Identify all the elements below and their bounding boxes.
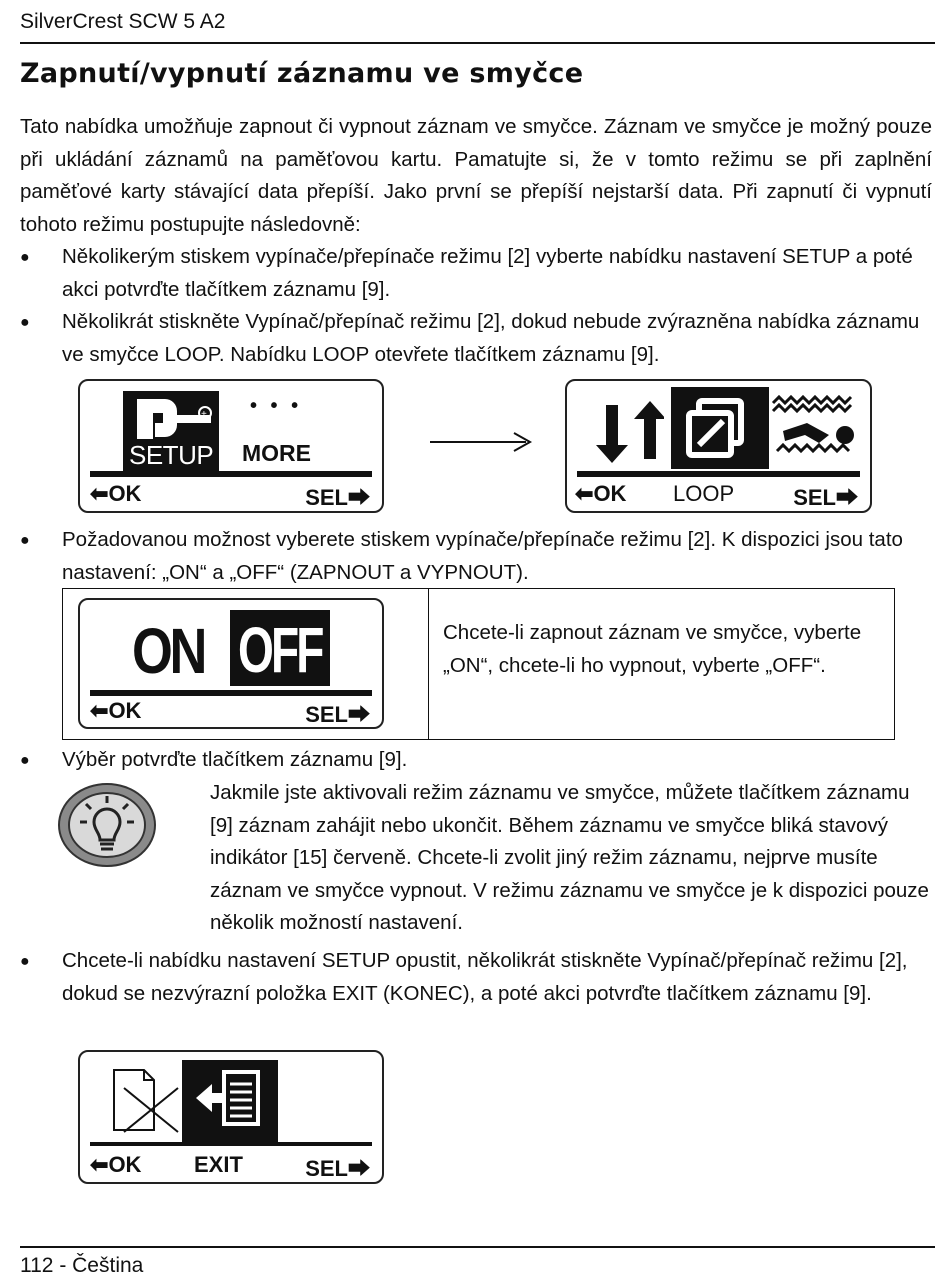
- setup-screen: [78, 379, 384, 513]
- bullet-text: Chcete-li nabídku nastavení SETUP opustit, několikrát stiskněte Vypínač/přepínač režimu [2], dokud se nezvýrazní položka EXIT (KONEC), a poté akci potvrďte tlačítkem záznamu [9].: [62, 949, 908, 1005]
- more-label: MORE: [242, 440, 311, 466]
- footer-rule: [20, 1246, 935, 1248]
- right-arrow-icon: ⮕: [347, 485, 370, 510]
- bullet-text: Výběr potvrďte tlačítkem záznamu [9].: [62, 748, 408, 771]
- left-arrow-icon: ⬅: [90, 698, 109, 723]
- loop-highlight: [671, 387, 769, 469]
- intro-paragraph: Tato nabídka umožňuje zapnout či vypnout záznam ve smyčce. Záznam ve smyčce je možný pouze při ukládání záznamů na paměťovou kartu. Pamatujte si, že v tomto režimu se při zaplnění paměťové karty stávající data přepíší. Jako první se přepíší nejstarší data. Při zapnutí či vypnutí tohoto režimu postupujte následovně:: [20, 115, 932, 236]
- sel-indicator: [305, 1152, 370, 1183]
- sel-indicator: [305, 698, 370, 729]
- setup-highlight: [123, 391, 219, 471]
- ok-label: OK: [593, 481, 627, 506]
- left-arrow-icon: ⬅: [90, 1152, 109, 1177]
- setup-label: SETUP: [129, 440, 214, 470]
- ok-indicator: [90, 698, 141, 724]
- up-down-arrows-icon: [592, 395, 664, 465]
- onoff-table: [62, 588, 895, 740]
- onoff-screen: [78, 598, 384, 729]
- off-label: OFF: [238, 614, 322, 686]
- table-divider: [428, 589, 429, 739]
- tip-text: Jakmile jste aktivovali režim záznamu ve smyčce, můžete tlačítkem záznamu [9] záznam zahájit nebo ukončit. Během záznamu ve smyčce bliká stavový indikátor [15] červeně. Chcete-li zvolit jiný režim záznamu, nejprve musíte záznam ve smyčce vypnout. V režimu záznamu ve smyčce je k dispozici pouze několik možností nastavení.: [210, 781, 929, 934]
- loop-screen: [565, 379, 872, 513]
- loop-icon: [671, 387, 769, 469]
- bullet-item: ● Několikrát stiskněte Vypínač/přepínač režimu [2], dokud nebude zvýrazněna nabídka záznamu ve smyčce LOOP. Nabídku LOOP otevřete tlačítkem záznamu [9].: [20, 306, 935, 371]
- key-icon: [123, 391, 219, 443]
- section-heading: Zapnutí/vypnutí záznamu ve smyčce: [20, 58, 584, 89]
- ok-indicator: [90, 481, 141, 507]
- ok-label: OK: [108, 481, 142, 506]
- lcd-progress-bar: [90, 471, 372, 477]
- lcd-progress-bar: [577, 471, 860, 477]
- ok-indicator: [575, 481, 626, 507]
- sel-indicator: [305, 481, 370, 512]
- bullet-item: ● Výběr potvrďte tlačítkem záznamu [9].: [20, 744, 935, 777]
- left-arrow-icon: ⬅: [575, 481, 594, 506]
- exit-screen: [78, 1050, 384, 1184]
- swimmer-icon: [769, 391, 861, 463]
- bullet-item: ● Několikerým stiskem vypínače/přepínače režimu [2] vyberte nabídku nastavení SETUP a poté akci potvrďte tlačítkem záznamu [9].: [20, 241, 935, 306]
- on-label: ON: [132, 615, 205, 687]
- exit-label: EXIT: [194, 1152, 243, 1177]
- exit-highlight: [182, 1060, 278, 1144]
- exit-icon: [182, 1060, 278, 1144]
- sel-label: SEL: [305, 485, 348, 510]
- left-arrow-icon: ⬅: [90, 481, 109, 506]
- bullet-text: Několikerým stiskem vypínače/přepínače režimu [2] vyberte nabídku nastavení SETUP a poté akci potvrďte tlačítkem záznamu [9].: [62, 245, 913, 301]
- ok-label: OK: [108, 698, 142, 723]
- bullet-item: ● Požadovanou možnost vyberete stiskem vypínače/přepínače režimu [2]. K dispozici jsou tato nastavení: „ON“ a „OFF“ (ZAPNOUT a VYPNOUT).: [20, 524, 935, 589]
- sel-label: SEL: [305, 1156, 348, 1181]
- bullet-text: Požadovanou možnost vyberete stiskem vypínače/přepínače režimu [2]. K dispozici jsou tato nastavení: „ON“ a „OFF“ (ZAPNOUT a VYPNOUT).: [62, 528, 903, 584]
- svg-text:+: +: [201, 409, 207, 420]
- document-header: SilverCrest SCW 5 A2: [20, 10, 226, 33]
- right-arrow-icon: ⮕: [347, 702, 370, 727]
- loop-label: LOOP: [673, 481, 735, 506]
- lightbulb-tip-icon: [56, 782, 158, 868]
- lcd-progress-bar: [90, 690, 372, 696]
- back-document-icon: [108, 1066, 182, 1134]
- onoff-note: Chcete-li zapnout záznam ve smyčce, vyberte „ON“, chcete-li ho vypnout, vyberte „OFF“.: [443, 621, 862, 677]
- lcd-progress-bar: [90, 1142, 372, 1146]
- bullet-item: ● Chcete-li nabídku nastavení SETUP opustit, několikrát stiskněte Vypínač/přepínač režimu [2], dokud se nezvýrazní položka EXIT (KONEC), a poté akci potvrďte tlačítkem záznamu [9].: [20, 945, 935, 1010]
- ok-indicator: [90, 1152, 141, 1178]
- page-footer: 112 - Čeština: [20, 1254, 144, 1277]
- bullet-text: Několikrát stiskněte Vypínač/přepínač režimu [2], dokud nebude zvýrazněna nabídka záznamu ve smyčce LOOP. Nabídku LOOP otevřete tlačítkem záznamu [9].: [62, 310, 920, 366]
- right-arrow-icon: ⮕: [835, 485, 858, 510]
- header-rule: [20, 42, 935, 44]
- right-arrow-icon: ⮕: [347, 1156, 370, 1181]
- more-dots: • • •: [250, 395, 303, 417]
- sel-indicator: [793, 481, 858, 512]
- arrow-head-icon: [512, 431, 534, 453]
- sel-label: SEL: [793, 485, 836, 510]
- off-highlight: [230, 610, 330, 686]
- sel-label: SEL: [305, 702, 348, 727]
- ok-label: OK: [108, 1152, 142, 1177]
